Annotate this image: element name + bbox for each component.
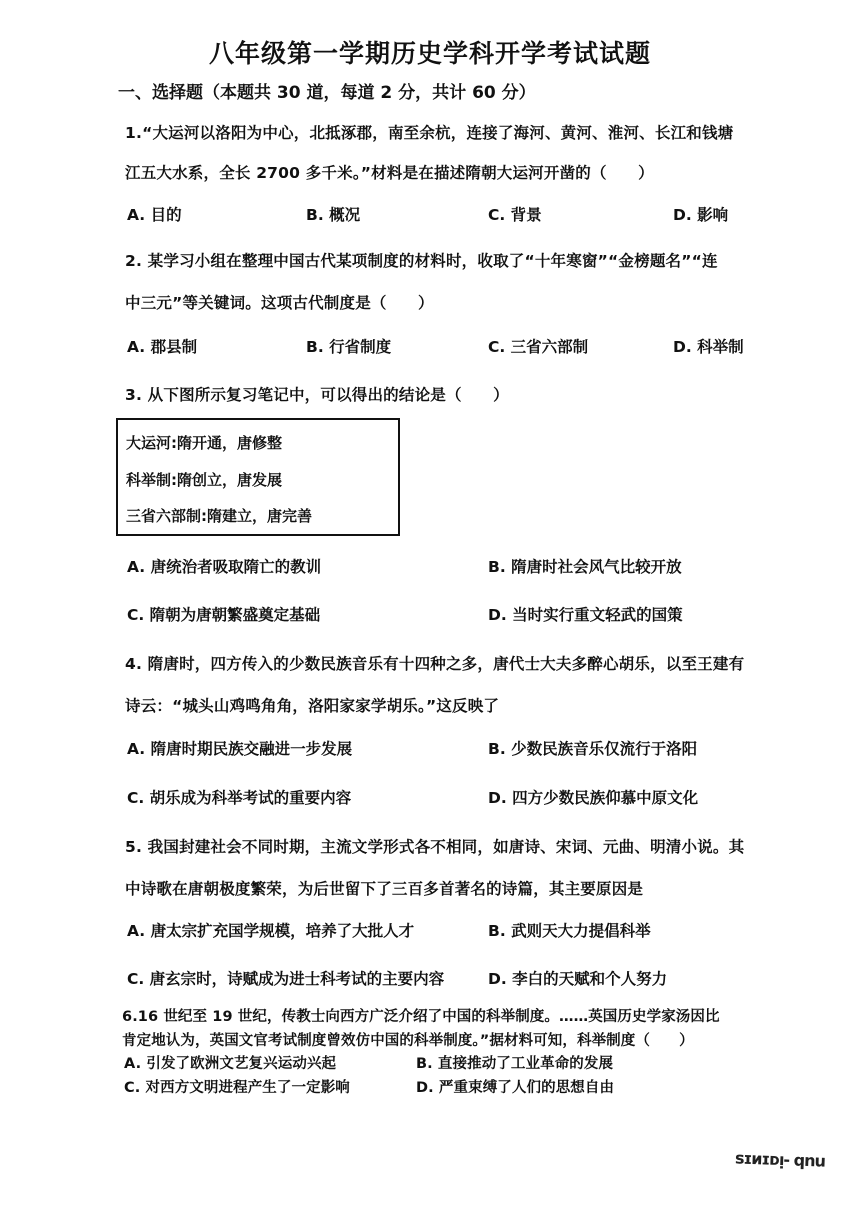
q1-stem-line1: 1.“大运河以洛阳为中心，北抵涿郡，南至余杭，连接了海河、黄河、淮河、长江和钱塘 <box>125 124 734 142</box>
q4-option-d: D. 四方少数民族仰慕中原文化 <box>488 789 699 807</box>
q1-option-b: B. 概况 <box>306 206 361 224</box>
q6-option-c: C. 对西方文明进程产生了一定影响 <box>124 1080 350 1096</box>
q5-option-b: B. 武则天大力提倡科举 <box>488 922 651 940</box>
q5-stem-line1: 5. 我国封建社会不同时期，主流文学形式各不相同，如唐诗、宋词、元曲、明清小说。其 <box>125 838 745 856</box>
q2-option-b: B. 行省制度 <box>306 338 392 356</box>
note-imperial-exam: 科举制:隋创立，唐发展 <box>126 471 282 489</box>
note-three-departments: 三省六部制:隋建立，唐完善 <box>126 507 312 525</box>
q4-option-a: A. 隋唐时期民族交融进一步发展 <box>127 740 353 758</box>
q6-option-d: D. 严重束缚了人们的思想自由 <box>416 1080 615 1096</box>
q1-option-c: C. 背景 <box>488 206 542 224</box>
q6-option-a: A. 引发了欧洲文艺复兴运动兴起 <box>124 1056 337 1072</box>
q1-option-a: A. 目的 <box>127 206 182 224</box>
q5-option-a: A. 唐太宗扩充国学规模，培养了大批人才 <box>127 922 415 940</box>
q5-stem-line2: 中诗歌在唐朝极度繁荣，为后世留下了三百多首著名的诗篇，其主要原因是 <box>125 880 644 898</box>
q6-stem-line2: 肯定地认为，英国文官考试制度曾效仿中国的科举制度。”据材料可知，科举制度（ ） <box>122 1033 694 1049</box>
footer-watermark: ѕɪᴎɪᴅᴉ- qnu <box>734 1148 826 1171</box>
q5-option-c: C. 唐玄宗时，诗赋成为进士科考试的主要内容 <box>127 970 445 988</box>
q2-option-c: C. 三省六部制 <box>488 338 589 356</box>
q4-stem-line1: 4. 隋唐时，四方传入的少数民族音乐有十四种之多，唐代士大夫多醉心胡乐，以至王建有 <box>125 655 745 673</box>
q4-stem-line2: 诗云：“城头山鸡鸣角角，洛阳家家学胡乐。”这反映了 <box>125 697 500 715</box>
q3-option-d: D. 当时实行重文轻武的国策 <box>488 606 683 624</box>
q2-option-a: A. 郡县制 <box>127 338 198 356</box>
q5-option-d: D. 李白的天赋和个人努力 <box>488 970 668 988</box>
q2-stem-line2: 中三元”等关键词。这项古代制度是（ ） <box>125 294 434 312</box>
q4-option-c: C. 胡乐成为科举考试的重要内容 <box>127 789 352 807</box>
note-grand-canal: 大运河:隋开通，唐修整 <box>126 434 282 452</box>
q3-stem: 3. 从下图所示复习笔记中，可以得出的结论是（ ） <box>125 386 509 404</box>
q2-stem-line1: 2. 某学习小组在整理中国古代某项制度的材料时，收取了“十年寒窗”“金榜题名”“连 <box>125 252 718 270</box>
q6-stem-line1: 6.16 世纪至 19 世纪，传教士向西方广泛介绍了中国的科举制度。……英国历史学家汤因比 <box>122 1009 720 1025</box>
q3-option-a: A. 唐统治者吸取隋亡的教训 <box>127 558 322 576</box>
q2-option-d: D. 科举制 <box>673 338 744 356</box>
q3-option-c: C. 隋朝为唐朝繁盛奠定基础 <box>127 606 321 624</box>
exam-title: 八年级第一学期历史学科开学考试试题 <box>208 39 651 68</box>
q1-option-d: D. 影响 <box>673 206 729 224</box>
q4-option-b: B. 少数民族音乐仅流行于洛阳 <box>488 740 698 758</box>
q6-option-b: B. 直接推动了工业革命的发展 <box>416 1056 614 1072</box>
q3-option-b: B. 隋唐时社会风气比较开放 <box>488 558 682 576</box>
section-heading: 一、选择题（本题共 30 道，每道 2 分，共计 60 分） <box>118 83 536 103</box>
review-notes-box <box>116 418 400 536</box>
q1-stem-line2: 江五大水系，全长 2700 多千米。”材料是在描述隋朝大运河开凿的（ ） <box>125 164 654 182</box>
